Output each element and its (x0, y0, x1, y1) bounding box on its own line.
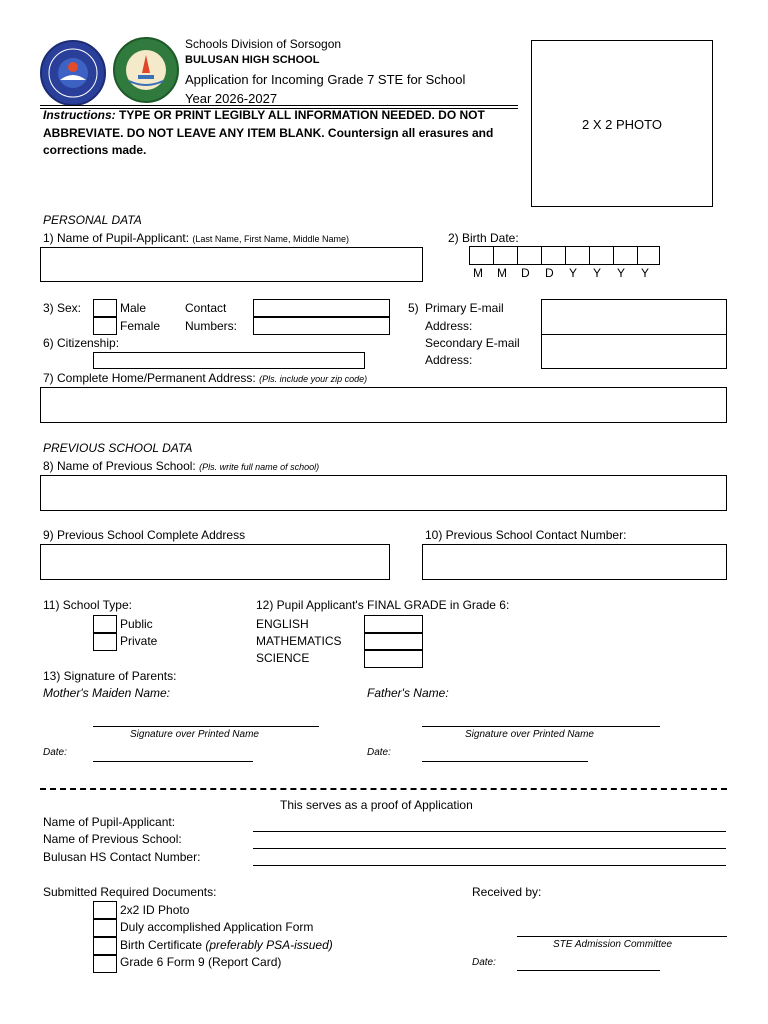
school-seal-icon (113, 37, 179, 103)
pupil-name-hint: (Last Name, First Name, Middle Name) (192, 234, 349, 244)
address-hint: (Pls. include your zip code) (259, 374, 368, 384)
final-grade-label: 12) Pupil Applicant's FINAL GRADE in Grade 6: (256, 598, 510, 612)
deped-seal-icon (40, 40, 106, 106)
father-date-label: Date: (367, 747, 391, 758)
public-label: Public (120, 617, 153, 631)
prev-school-address-label: 9) Previous School Complete Address (43, 528, 246, 542)
primary-email-field[interactable] (541, 299, 727, 335)
received-date-label: Date: (472, 957, 496, 968)
doc-card-checkbox[interactable] (93, 955, 117, 973)
english-grade-field[interactable] (364, 615, 423, 633)
math-grade-field[interactable] (364, 633, 423, 650)
form-title-year: Year 2026-2027 (185, 91, 278, 106)
instructions-text-2: ABBREVIATE. DO NOT LEAVE ANY ITEM BLANK. Countersign all erasures and (43, 126, 494, 140)
doc-photo-checkbox[interactable] (93, 901, 117, 919)
instructions-line-1 (43, 108, 485, 122)
prev-school-address-field[interactable] (40, 544, 390, 580)
pupil-name-label: 1) Name of Pupil-Applicant: (43, 231, 190, 245)
prev-school-label-row (43, 459, 319, 473)
prev-school-hint: (Pls. write full name of school) (199, 462, 320, 472)
birth-letter: Y (593, 266, 602, 280)
subject-english: ENGLISH (256, 617, 309, 631)
cut-line (40, 788, 727, 790)
birth-letter: D (521, 266, 530, 280)
instructions-text-1: TYPE OR PRINT LEGIBLY ALL INFORMATION NEEDED. DO NOT (119, 108, 485, 122)
personal-section-title: PERSONAL DATA (43, 213, 142, 227)
doc-form-label: Duly accomplished Application Form (120, 920, 314, 934)
female-label: Female (120, 319, 161, 333)
photo-label: 2 X 2 PHOTO (582, 117, 662, 132)
mother-name-label: Mother's Maiden Name: (43, 686, 171, 700)
prev-school-name-field[interactable] (40, 475, 727, 511)
male-checkbox[interactable] (93, 299, 117, 317)
father-name-label: Father's Name: (367, 686, 449, 700)
doc-photo-label: 2x2 ID Photo (120, 903, 190, 917)
birth-date-format (473, 266, 665, 280)
home-address-field[interactable] (40, 387, 727, 423)
prev-school-contact-label: 10) Previous School Contact Number: (425, 528, 627, 542)
birth-letter: Y (641, 266, 650, 280)
subject-math: MATHEMATICS (256, 634, 342, 648)
instructions-label: Instructions: (43, 108, 116, 122)
birth-date-field[interactable] (469, 246, 660, 265)
citizenship-label: 6) Citizenship: (43, 336, 120, 350)
pupil-name-field[interactable] (40, 247, 423, 282)
public-checkbox[interactable] (93, 615, 117, 633)
header-rule (40, 105, 518, 106)
proof-pupil-line[interactable] (253, 831, 726, 832)
division-name: Schools Division of Sorsogon (185, 37, 342, 51)
committee-caption: STE Admission Committee (553, 939, 673, 950)
proof-contact-label: Bulusan HS Contact Number: (43, 850, 201, 864)
proof-contact-line[interactable] (253, 865, 726, 866)
school-type-label: 11) School Type: (43, 598, 132, 612)
father-date-line[interactable] (422, 761, 588, 762)
private-label: Private (120, 634, 158, 648)
sex-label: 3) Sex: (43, 301, 82, 315)
birth-letter: M (497, 266, 507, 280)
prev-school-contact-field[interactable] (422, 544, 727, 580)
proof-title: This serves as a proof of Application (280, 798, 473, 812)
address-label: 7) Complete Home/Permanent Address: (43, 371, 256, 385)
birth-date-label: 2) Birth Date: (448, 231, 519, 245)
proof-pupil-label: Name of Pupil-Applicant: (43, 815, 176, 829)
father-signature-line[interactable] (422, 726, 660, 727)
birth-letter: Y (569, 266, 578, 280)
photo-box[interactable] (531, 40, 713, 207)
doc-birth-note: (preferably PSA-issued) (205, 938, 333, 952)
doc-birth-checkbox[interactable] (93, 937, 117, 955)
doc-form-checkbox[interactable] (93, 919, 117, 937)
secondary-email-label: Secondary E-mail (425, 336, 520, 350)
contact-number-field-2[interactable] (253, 317, 390, 335)
proof-prev-school-label: Name of Previous School: (43, 832, 182, 846)
subject-science: SCIENCE (256, 651, 310, 665)
mother-signature-line[interactable] (93, 726, 319, 727)
contact-number-field-1[interactable] (253, 299, 390, 317)
birth-letter: D (545, 266, 554, 280)
address-label-row (43, 371, 367, 385)
mother-date-label: Date: (43, 747, 67, 758)
father-signature-caption: Signature over Printed Name (465, 729, 594, 740)
pupil-name-label-row (43, 231, 349, 245)
instructions-text-3: corrections made. (43, 143, 147, 157)
private-checkbox[interactable] (93, 633, 117, 651)
previous-section-title: PREVIOUS SCHOOL DATA (43, 441, 193, 455)
form-title: Application for Incoming Grade 7 STE for School (185, 72, 466, 87)
citizenship-field[interactable] (93, 352, 365, 369)
birth-letter: M (473, 266, 483, 280)
email-number: 5) (408, 301, 419, 315)
mother-signature-caption: Signature over Printed Name (130, 729, 259, 740)
primary-email-label-2: Address: (425, 319, 473, 333)
parents-signature-label: 13) Signature of Parents: (43, 669, 177, 683)
female-checkbox[interactable] (93, 317, 117, 335)
doc-birth-label: Birth Certificate (120, 938, 203, 952)
primary-email-label: Primary E-mail (425, 301, 504, 315)
birth-letter: Y (617, 266, 626, 280)
science-grade-field[interactable] (364, 650, 423, 668)
proof-prev-school-line[interactable] (253, 848, 726, 849)
received-by-label: Received by: (472, 885, 542, 899)
school-name: BULUSAN HIGH SCHOOL (185, 54, 320, 66)
doc-card-label: Grade 6 Form 9 (Report Card) (120, 955, 282, 969)
docs-label: Submitted Required Documents: (43, 885, 217, 899)
received-by-line[interactable] (517, 936, 727, 937)
secondary-email-label-2: Address: (425, 353, 473, 367)
received-date-line[interactable] (517, 970, 660, 971)
male-label: Male (120, 301, 147, 315)
contact-label: Contact (185, 301, 227, 315)
prev-school-label: 8) Name of Previous School: (43, 459, 196, 473)
contact-label-2: Numbers: (185, 319, 238, 333)
mother-date-line[interactable] (93, 761, 253, 762)
secondary-email-field[interactable] (541, 334, 727, 369)
doc-birth-row (120, 938, 333, 952)
